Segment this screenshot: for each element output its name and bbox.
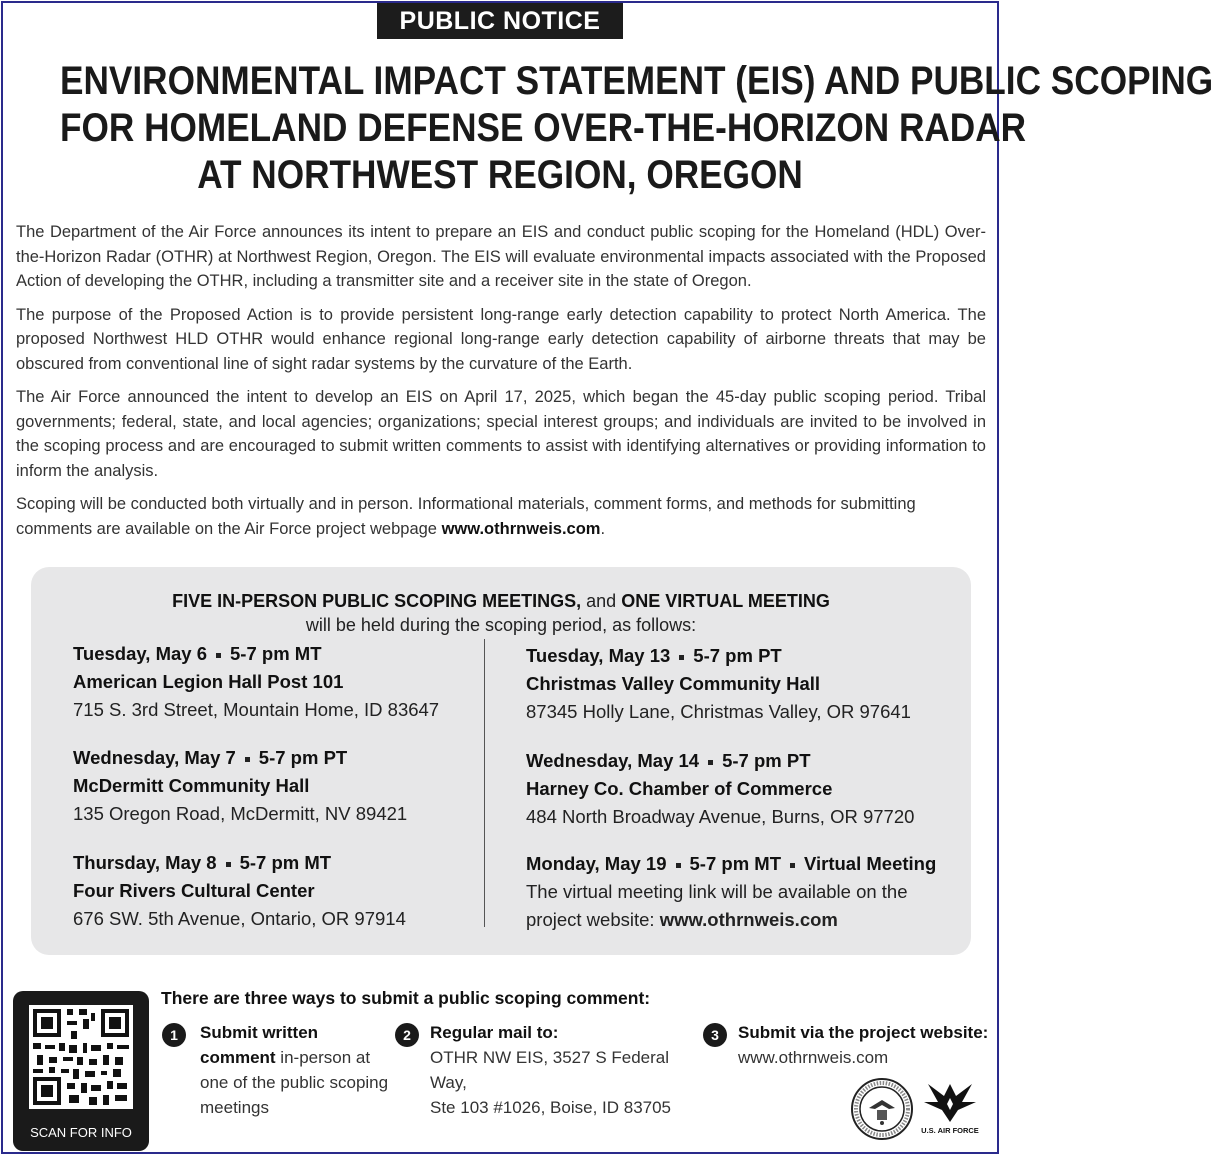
meeting-datetime: [526, 642, 911, 670]
separator-dot: [216, 653, 221, 658]
separator-dot: [676, 863, 681, 868]
meetings-header-bold2: ONE VIRTUAL MEETING: [621, 591, 830, 611]
meetings-panel: [31, 567, 971, 955]
separator-dot: [245, 757, 250, 762]
virtual-meeting-label: Virtual Meeting: [804, 853, 937, 874]
separator-dot: [708, 760, 713, 765]
comment-way-1: [200, 1020, 390, 1120]
air-force-symbol-icon: [914, 1080, 986, 1126]
meeting-address: 135 Oregon Road, McDermitt, NV 89421: [73, 803, 408, 824]
qr-code[interactable]: [29, 1005, 133, 1109]
project-website-link[interactable]: www.othrnweis.com: [441, 519, 601, 538]
way-2-bold: Regular mail to:: [430, 1023, 559, 1042]
way-1-rest: in-person at one of the public scoping meetings: [200, 1048, 389, 1117]
meeting-date: Wednesday, May 14: [526, 750, 700, 771]
meeting-item: [73, 744, 407, 828]
meeting-time: 5-7 pm MT: [230, 643, 322, 664]
meeting-date: Monday, May 19: [526, 853, 667, 874]
meeting-datetime: [73, 849, 406, 877]
step-number-1: 1: [162, 1023, 186, 1047]
paragraph-purpose: The purpose of the Proposed Action is to provide persistent long-range early detection capability to protect North America. The proposed Northwest HLD OTHR would enhance regional long-range early detection capability of airborne threats that may be obscured from conventional line of sight radar systems by the curvature of the Earth.: [16, 305, 986, 373]
meeting-place: American Legion Hall Post 101: [73, 671, 344, 692]
meeting-datetime: [73, 744, 407, 772]
meeting-address: 484 North Broadway Avenue, Burns, OR 97720: [526, 806, 915, 827]
separator-dot: [679, 655, 684, 660]
air-force-logo: [914, 1080, 986, 1138]
meeting-place: Harney Co. Chamber of Commerce: [526, 778, 833, 799]
intro-text: [16, 220, 986, 550]
meeting-address: 676 SW. 5th Avenue, Ontario, OR 97914: [73, 908, 406, 929]
meeting-time: 5-7 pm MT: [689, 853, 781, 874]
comment-way-3: [738, 1020, 993, 1070]
page-title: [60, 58, 1213, 199]
paragraph-scoping: [16, 492, 986, 541]
step-number-3: 3: [703, 1023, 727, 1047]
air-force-text: U.S. AIR FORCE: [921, 1126, 979, 1135]
project-website-link[interactable]: www.othrnweis.com: [738, 1048, 889, 1067]
way-1-bold: Submit written comment: [200, 1023, 319, 1067]
scoping-text: Scoping will be conducted both virtually and in person. Informational materials, comment forms, and methods for submitting comments are available on the Air Force project webpage: [16, 495, 916, 538]
virtual-meeting-note2: [526, 906, 936, 934]
meeting-place: Christmas Valley Community Hall: [526, 673, 821, 694]
step-number-2: 2: [395, 1023, 419, 1047]
meeting-datetime: [526, 850, 936, 878]
way-3-bold: Submit via the project website:: [738, 1023, 989, 1042]
meeting-item: [73, 640, 439, 724]
meeting-time: 5-7 pm PT: [693, 645, 782, 666]
meetings-header: [31, 589, 971, 637]
mail-address-line1: OTHR NW EIS, 3527 S Federal Way,: [430, 1048, 670, 1092]
qr-code-icon: [29, 1005, 133, 1109]
virtual-meeting-prefix: project website:: [526, 909, 660, 930]
department-of-the-air-force-seal-icon: [851, 1078, 913, 1140]
meeting-address: 715 S. 3rd Street, Mountain Home, ID 83647: [73, 699, 440, 720]
meeting-date: Tuesday, May 6: [73, 643, 208, 664]
title-line: ENVIRONMENTAL IMPACT STATEMENT (EIS) AND PUBLIC SCOPING: [60, 59, 1213, 103]
meetings-header-mid: and: [581, 591, 622, 611]
meeting-time: 5-7 pm MT: [239, 852, 332, 873]
meeting-date: Wednesday, May 7: [73, 747, 236, 768]
title-line: AT NORTHWEST REGION, OREGON: [197, 153, 803, 197]
comments-header: There are three ways to submit a public scoping comment:: [161, 988, 651, 1008]
scoping-end: .: [600, 519, 606, 538]
meetings-header-bold1: FIVE IN-PERSON PUBLIC SCOPING MEETINGS,: [172, 591, 582, 611]
meeting-time: 5-7 pm PT: [722, 750, 811, 771]
mail-address-line2: Ste 103 #1026, Boise, ID 83705: [430, 1098, 672, 1117]
meeting-item: [73, 849, 406, 933]
virtual-meeting-note: The virtual meeting link will be available on the: [526, 881, 908, 902]
meeting-place: Four Rivers Cultural Center: [73, 880, 315, 901]
separator-dot: [790, 863, 795, 868]
meeting-date: Thursday, May 8: [73, 852, 217, 873]
meeting-time: 5-7 pm PT: [258, 747, 348, 768]
virtual-meeting-item: [526, 850, 936, 934]
meeting-address: 87345 Holly Lane, Christmas Valley, OR 97641: [526, 701, 911, 722]
meeting-datetime: [73, 640, 439, 668]
project-website-link[interactable]: www.othrnweis.com: [659, 909, 838, 930]
paragraph-announcement: The Air Force announced the intent to develop an EIS on April 17, 2025, which began the 45-day public scoping period. Tribal governments; federal, state, and local agencies; organizations; special interest groups; and individuals are invited to be involved in the scoping process and are encouraged to submit written comments to assist with identifying alternatives or providing information to inform the analysis.: [16, 388, 986, 480]
meeting-date: Tuesday, May 13: [526, 645, 671, 666]
paragraph-intent: The Department of the Air Force announces its intent to prepare an EIS and conduct public scoping for the Homeland (HDL) Over-the-Horizon Radar (OTHR) at Northwest Region, Oregon. The EIS will evaluate environmental impacts associated with the Proposed Action of developing the OTHR, including a transmitter site and a receiver site in the state of Oregon.: [16, 223, 986, 290]
meetings-header-line2: will be held during the scoping period, as follows:: [305, 615, 697, 635]
title-line: FOR HOMELAND DEFENSE OVER-THE-HORIZON RADAR: [60, 106, 1027, 150]
meeting-datetime: [526, 747, 914, 775]
meeting-place: McDermitt Community Hall: [73, 775, 310, 796]
public-notice-label: PUBLIC NOTICE: [377, 3, 623, 39]
qr-label: SCAN FOR INFO: [30, 1125, 132, 1140]
column-divider: [484, 639, 485, 927]
separator-dot: [226, 862, 231, 867]
comment-way-2: [430, 1020, 700, 1120]
qr-code-panel[interactable]: [13, 991, 149, 1151]
meeting-item: [526, 642, 911, 726]
meeting-item: [526, 747, 914, 831]
